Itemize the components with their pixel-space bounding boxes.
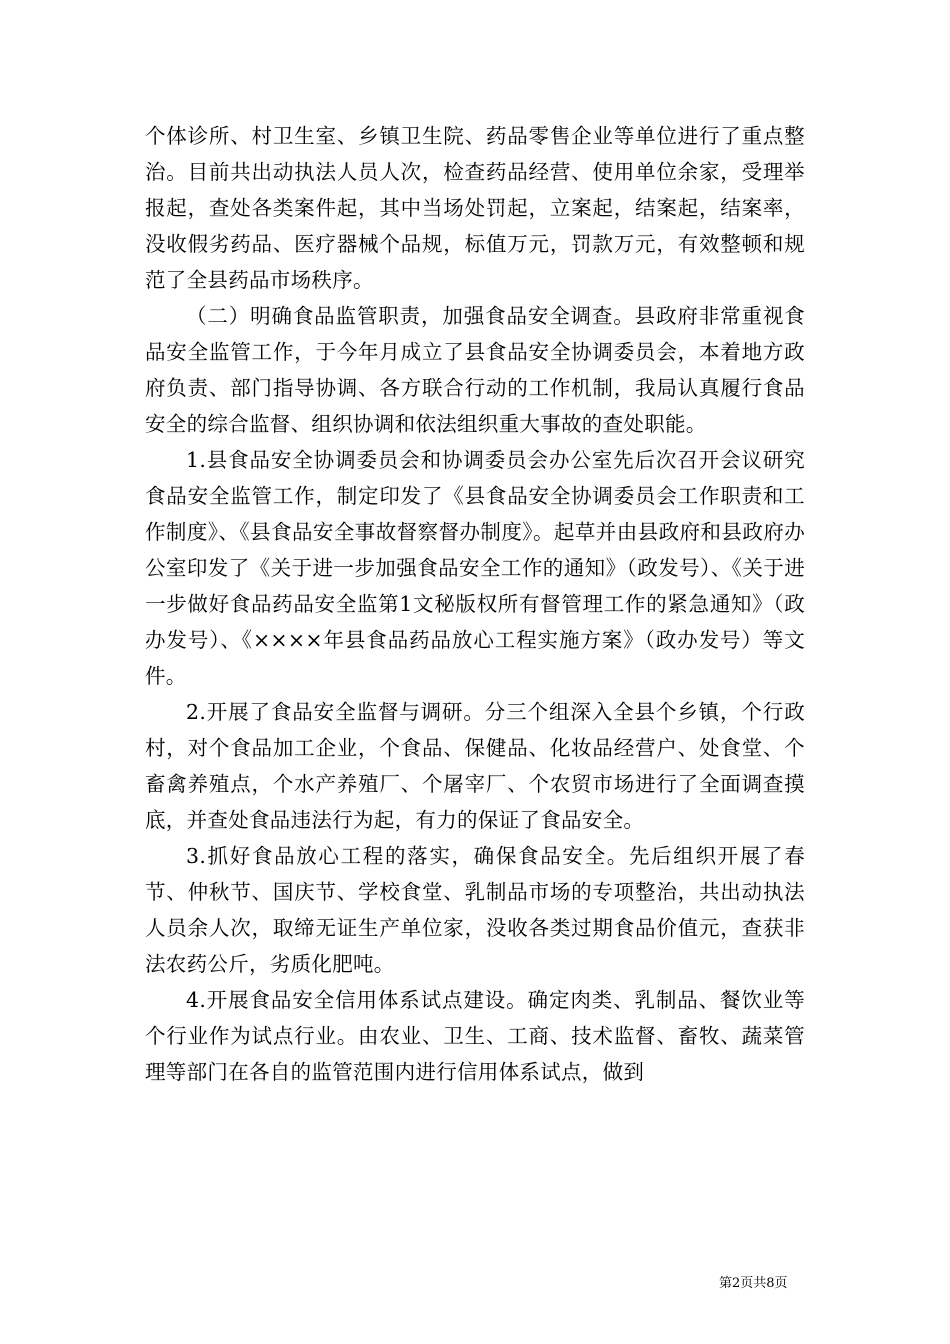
paragraph-6: 4.开展食品安全信用体系试点建设。确定肉类、乳制品、餐饮业等个行业作为试点行业。由农业、卫生、工商、技术监督、畜牧、蔬菜管理等部门在各自的监管范围内进行信用体系试点，做到 xyxy=(145,988,805,1084)
paragraph-4: 2.开展了食品安全监督与调研。分三个组深入全县个乡镇，个行政村，对个食品加工企业，个食品、保健品、化妆品经营户、处食堂、个畜禽养殖点，个水产养殖厂、个屠宰厂、个农贸市场进行了全面调查摸底，并查处食品违法行为起，有力的保证了食品安全。 xyxy=(145,700,805,832)
document-body xyxy=(145,118,805,1090)
paragraph-2: （二）明确食品监管职责，加强食品安全调查。县政府非常重视食品安全监管工作，于今年月成立了县食品安全协调委员会，本着地方政府负责、部门指导协调、各方联合行动的工作机制，我局认真履行食品安全的综合监督、组织协调和依法组织重大事故的查处职能。 xyxy=(145,304,805,436)
paragraph-5: 3.抓好食品放心工程的落实，确保食品安全。先后组织开展了春节、仲秋节、国庆节、学校食堂、乳制品市场的专项整治，共出动执法人员余人次，取缔无证生产单位家，没收各类过期食品价值元，查获非法农药公斤，劣质化肥吨。 xyxy=(145,844,805,976)
page-number-footer: 第2页共8页 xyxy=(719,1276,788,1291)
paragraph-3: 1.县食品安全协调委员会和协调委员会办公室先后次召开会议研究食品安全监管工作，制定印发了《县食品安全协调委员会工作职责和工作制度》、《县食品安全事故督察督办制度》。起草并由县政府和县政府办公室印发了《关于进一步加强食品安全工作的通知》（政发号）、《关于进一步做好食品药品安全监第1文秘版权所有督管理工作的紧急通知》（政办发号）、《××××年县食品药品放心工程实施方案》（政办发号）等文件。 xyxy=(145,448,805,688)
paragraph-1: 个体诊所、村卫生室、乡镇卫生院、药品零售企业等单位进行了重点整治。目前共出动执法人员人次，检查药品经营、使用单位余家，受理举报起，查处各类案件起，其中当场处罚起，立案起，结案起，结案率，没收假劣药品、医疗器械个品规，标值万元，罚款万元，有效整顿和规范了全县药品市场秩序。 xyxy=(145,124,805,292)
